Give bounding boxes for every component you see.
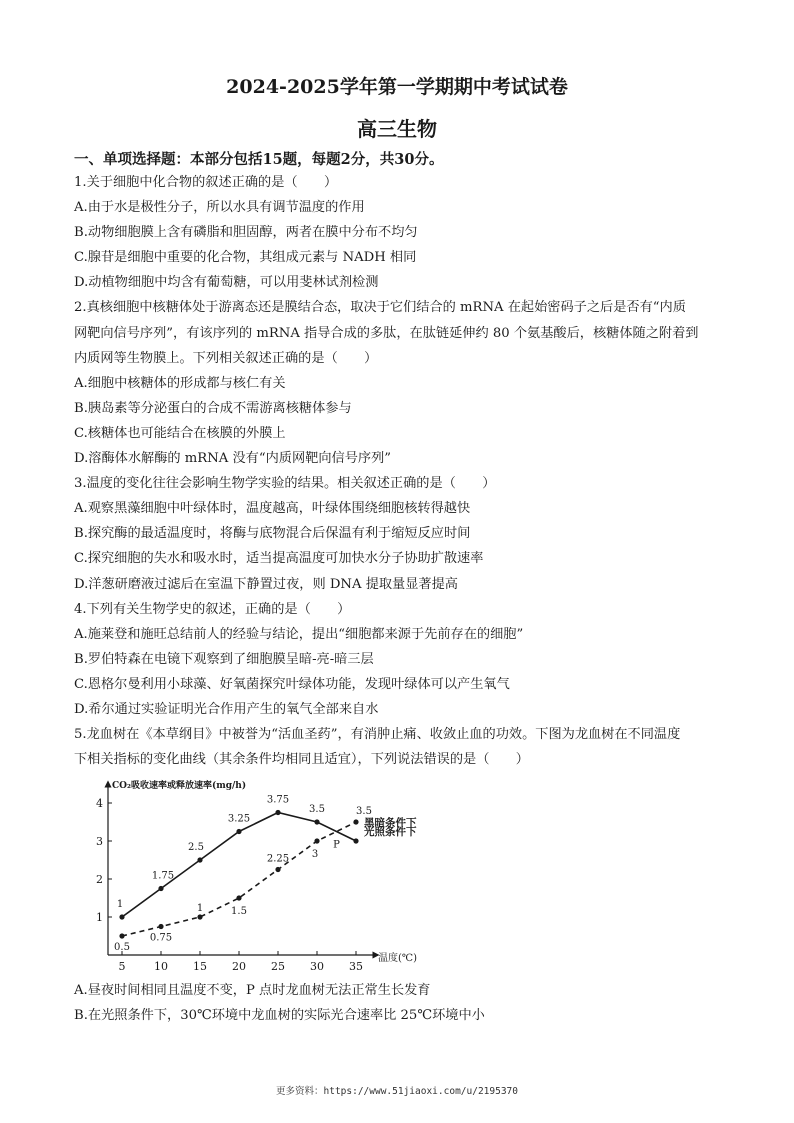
data-label: 0.75 — [149, 932, 173, 944]
data-point — [158, 924, 163, 929]
questions-block — [74, 170, 726, 772]
option-line: B.胰岛素等分泌蛋白的合成不需游离核糖体参与 — [74, 400, 352, 416]
option-line: B.罗伯特森在电镜下观察到了细胞膜呈暗-亮-暗三层 — [74, 651, 374, 667]
option-line: D.洋葱研磨液过滤后在室温下静置过夜，则 DNA 提取量显著提高 — [74, 576, 458, 592]
data-point — [314, 819, 319, 824]
x-tick-label: 25 — [271, 960, 285, 973]
temperature-chart — [76, 770, 436, 975]
data-label: 1 — [196, 903, 204, 914]
intersection-label: P — [333, 839, 340, 851]
question-line: 内质网等生物膜上。下列相关叙述正确的是（ ） — [74, 350, 378, 366]
option-line: A.昼夜时间相同且温度不变，P 点时龙血树无法正常生长发育 — [74, 983, 431, 998]
data-label: 3 — [311, 849, 319, 860]
data-point — [275, 810, 280, 815]
y-tick-label: 3 — [96, 835, 103, 848]
question-line: 1.关于细胞中化合物的叙述正确的是（ ） — [74, 175, 338, 190]
data-label: 1.5 — [231, 906, 247, 917]
option-line: C.核糖体也可能结合在核膜的外膜上 — [74, 425, 286, 441]
data-point — [353, 838, 358, 843]
option-line: C.恩格尔曼利用小球藻、好氧菌探究叶绿体功能，发现叶绿体可以产生氧气 — [74, 676, 510, 692]
data-point — [236, 829, 241, 834]
option-line: A.施莱登和施旺总结前人的经验与结论，提出“细胞都来源于先前存在的细胞” — [74, 626, 524, 642]
x-tick-label: 15 — [193, 960, 207, 973]
y-tick-label: 1 — [96, 911, 103, 924]
data-label: 3.5 — [356, 806, 372, 817]
data-label: 2.25 — [266, 853, 290, 865]
question-line: 3.温度的变化往往会影响生物学实验的结果。相关叙述正确的是（ ） — [74, 476, 496, 492]
option-line: C.探究细胞的失水和吸水时，适当提高温度可加快水分子协助扩散速率 — [74, 551, 484, 567]
x-tick-label: 20 — [232, 960, 246, 973]
option-line: C.腺苷是细胞中重要的化合物，其组成元素与 NADH 相同 — [74, 250, 417, 266]
y-axis-label: CO₂吸收速率或释放速率(mg/h) — [112, 781, 247, 791]
data-point — [158, 886, 163, 891]
series-line-1 — [122, 813, 356, 918]
data-label: 3.75 — [266, 794, 290, 806]
option-line: B.在光照条件下，30℃环境中龙血树的实际光合速率比 25℃环境中小 — [74, 1008, 485, 1024]
data-point — [119, 933, 124, 938]
data-point — [197, 914, 202, 919]
question-line: 5.龙血树在《本草纲目》中被誉为“活血圣药”，有消肿止痛、收敛止血的功效。下图为龙血树在不同温度 — [74, 727, 681, 743]
x-tick-label: 10 — [154, 960, 168, 973]
x-tick-label: 35 — [349, 960, 363, 973]
data-point — [314, 838, 319, 843]
y-tick-label: 4 — [96, 797, 103, 810]
data-point — [236, 895, 241, 900]
data-label: 1.75 — [151, 870, 175, 882]
data-label: 1 — [116, 899, 124, 910]
option-line: B.探究酶的最适温度时，将酶与底物混合后保温有利于缩短反应时间 — [74, 526, 471, 542]
data-label: 3.25 — [227, 813, 251, 825]
option-line: D.动植物细胞中均含有葡萄糖，可以用斐林试剂检测 — [74, 275, 379, 291]
data-point — [353, 819, 358, 824]
option-line: B.动物细胞膜上含有磷脂和胆固醇，两者在膜中分布不均匀 — [74, 225, 418, 241]
option-line: A.细胞中核糖体的形成都与核仁有关 — [74, 375, 286, 391]
data-point — [197, 857, 202, 862]
y-tick-label: 2 — [96, 873, 103, 886]
footer-link[interactable]: 更多资料：https://www.51jiaoxi.com/u/2195370 — [276, 1086, 518, 1097]
x-axis-label: 温度(℃) — [378, 953, 417, 964]
section-heading: 一、单项选择题：本部分包括15题，每题2分，共30分。 — [74, 151, 444, 168]
option-line: A.观察黑藻细胞中叶绿体时，温度越高，叶绿体围绕细胞核转得越快 — [74, 501, 471, 517]
question-line: 网靶向信号序列”，有该序列的 mRNA 指导合成的多肽，在肽链延伸约 80 个氨基酸后，核糖体随之附着到 — [74, 325, 699, 341]
data-label: 2.5 — [188, 842, 204, 853]
exam-title: 2024-2025学年第一学期期中考试试卷 — [226, 76, 568, 98]
question-line: 4.下列有关生物学史的叙述，正确的是（ ） — [74, 601, 351, 617]
x-tick-label: 5 — [118, 960, 126, 973]
series-legend-label: 光照条件下 — [364, 826, 417, 838]
data-label: 0.5 — [114, 942, 130, 953]
option-line: D.溶酶体水解酶的 mRNA 没有“内质网靶向信号序列” — [74, 451, 392, 467]
option-line: A.由于水是极性分子，所以水具有调节温度的作用 — [74, 200, 365, 216]
exam-subtitle: 高三生物 — [357, 117, 437, 141]
series-legend-label: 黑暗条件下 — [364, 817, 417, 829]
x-tick-label: 30 — [310, 960, 324, 973]
option-line: D.希尔通过实验证明光合作用产生的氧气全部来自水 — [74, 701, 379, 717]
options-after-chart — [74, 978, 726, 1028]
data-point — [275, 867, 280, 872]
data-point — [119, 914, 124, 919]
data-label: 3.5 — [309, 804, 325, 815]
question-line: 2.真核细胞中核糖体处于游离态还是膜结合态，取决于它们结合的 mRNA 在起始密码子之后是否有“内质 — [74, 300, 686, 316]
question-line: 下相关指标的变化曲线（其余条件均相同且适宜），下列说法错误的是（ ） — [74, 752, 529, 768]
